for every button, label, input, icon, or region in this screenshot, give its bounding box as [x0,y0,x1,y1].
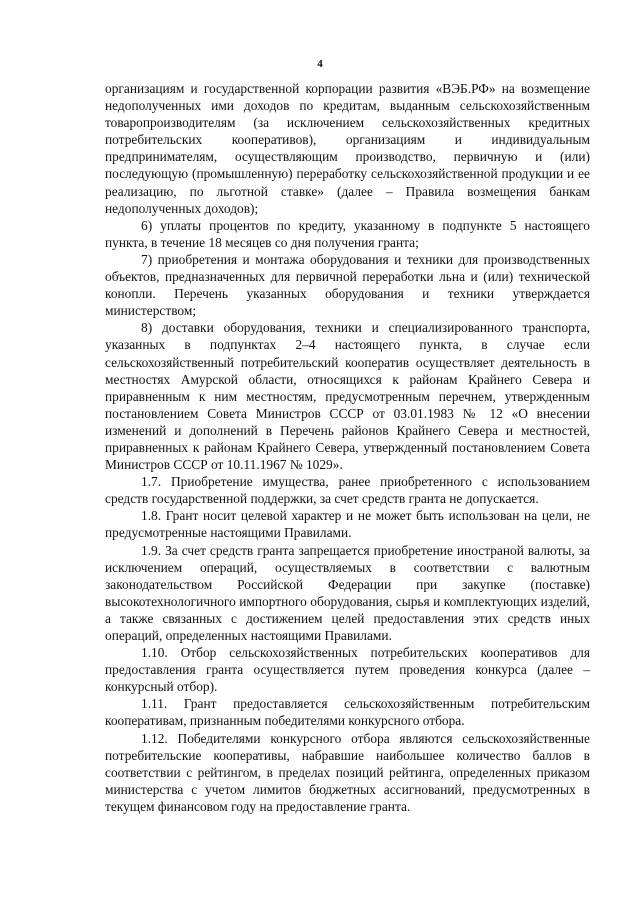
paragraph-p-1-8: 1.8. Грант носит целевой характер и не может быть использован на цели, не предусмотренные настоящими Правилами. [105,508,590,541]
paragraph-p-7: 7) приобретения и монтажа оборудования и техники для производственных объектов, предназначенных для первичной переработки льна и (или) технической конопли. Перечень указанных оборудования и техники утверждается министерством; [105,251,590,319]
paragraph-p-1-12: 1.12. Победителями конкурсного отбора являются сельскохозяйственные потребительские кооперативы, набравшие наибольшее количество баллов в соответствии с рейтингом, в пределах позиций рейтинга, определенных приказом министерства с учетом лимитов бюджетных ассигнований, предусмотренных в текущем финансовом году на предоставление гранта. [105,730,590,814]
paragraph-p-1-7: 1.7. Приобретение имущества, ранее приобретенного с использованием средств государственной поддержки, за счет средств гранта не допускается. [105,474,590,507]
paragraph-p-8: 8) доставки оборудования, техники и специализированного транспорта, указанных в подпунктах 2–4 настоящего пункта, в случае если сельскохозяйственный потребительский кооператив осуществляет деятельность в местностях Амурской области, относящихся к районам Крайнего Севера и приравненным к ним местностям, предусмотренным перечнем, утвержденным постановлением Совета Министров СССР от 03.01.1983 № 12 «О внесении изменений и дополнений в Перечень районов Крайнего Севера и местностей, приравненных к районам Крайнего Севера, утвержденный постановлением Совета Министров СССР от 10.11.1967 № 1029». [105,320,590,473]
paragraph-p-1-9: 1.9. За счет средств гранта запрещается приобретение иностраной валюты, за исключением операций, осуществляемых в соответствии с валютным законодательством Российской Федерации при закупке (поставке) высокотехнологичного импортного оборудования, сырья и комплектующих изделий, а также связанных с достижением целей предоставления этих средств иных операций, определенных настоящими Правилами. [105,542,590,643]
paragraph-p0-continuation: организациям и государственной корпорации развития «ВЭБ.РФ» на возмещение недополученных ими доходов по кредитам, выданным сельскохозяйственным товаропроизводителям (за исключением сельскохозяйственных кредитных потребительских кооперативов), организациям и индивидуальным предпринимателям, осуществляющим производство, первичную и (или) последующую (промышленную) переработку сельскохозяйственной продукции и ее реализацию, по льготной ставке» (далее – Правила возмещения банкам недополученных доходов); [105,81,590,216]
page-number: 4 [317,58,323,70]
document-body [105,80,590,815]
paragraph-p-1-10: 1.10. Отбор сельскохозяйственных потребительских кооперативов для предоставления гранта осуществляется путем проведения конкурса (далее – конкурсный отбор). [105,645,590,695]
paragraph-p-6: 6) уплаты процентов по кредиту, указанному в подпункте 5 настоящего пункта, в течение 18 месяцев со дня получения гранта; [105,217,590,250]
paragraph-p-1-11: 1.11. Грант предоставляется сельскохозяйственным потребительским кооперативам, признанным победителями конкурсного отбора. [105,696,590,729]
